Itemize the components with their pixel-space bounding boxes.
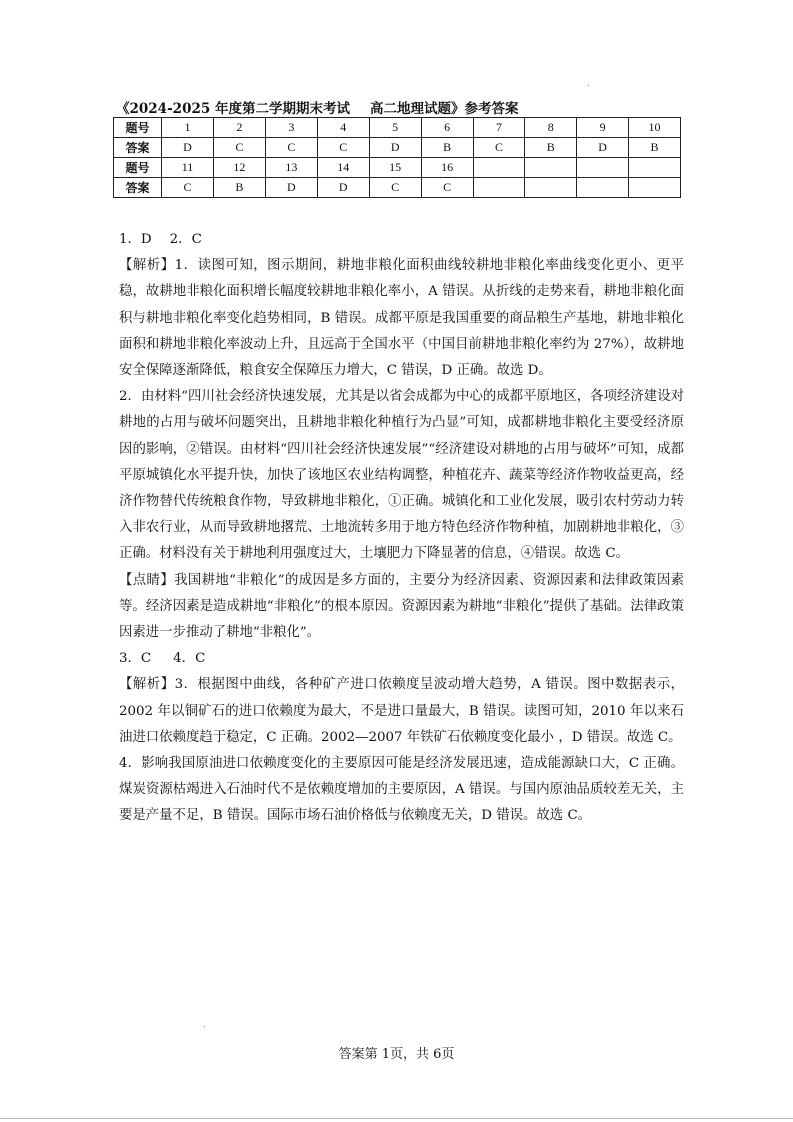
question-number: 14 [317, 158, 369, 178]
answer-key-table [113, 117, 681, 198]
page-bottom-rule [0, 1118, 793, 1119]
question-number: 2 [213, 118, 265, 138]
answer-q1: 1．D [119, 232, 152, 247]
question-number: 10 [629, 118, 681, 138]
question-number: 5 [369, 118, 421, 138]
row-label-question: 题号 [114, 158, 162, 178]
answer-q4: 4．C [173, 651, 206, 667]
answer-cell: C [265, 138, 317, 158]
scan-speck [588, 85, 589, 86]
answer-cell: B [629, 138, 681, 158]
question-number: 4 [317, 118, 369, 138]
row-label-question: 题号 [114, 118, 162, 138]
answer-q3: 3．C [119, 651, 152, 667]
table-row [114, 178, 681, 198]
empty-cell [577, 178, 629, 198]
answer-cell: D [265, 178, 317, 198]
question-number: 15 [369, 158, 421, 178]
table-row [114, 138, 681, 158]
answer-cell: B [525, 138, 577, 158]
answer-cell: D [317, 178, 369, 198]
document-title [116, 97, 518, 117]
answer-cell: C [317, 138, 369, 158]
table-row [114, 158, 681, 178]
answer-cell: D [162, 138, 214, 158]
answer-cell: B [421, 138, 473, 158]
question-number: 1 [162, 118, 214, 138]
question-number: 16 [421, 158, 473, 178]
empty-cell [577, 158, 629, 178]
empty-cell [525, 158, 577, 178]
answer-cell: C [421, 178, 473, 198]
empty-cell [629, 178, 681, 198]
title-exam: 《2024-2025 年度第二学期期末考试 [116, 101, 350, 117]
answer-summary-q3-q4 [119, 646, 684, 672]
answer-cell: C [473, 138, 525, 158]
answer-cell: B [213, 178, 265, 198]
analysis-q4: 4．影响我国原油进口依赖度变化的主要原因可能是经济发展迅速，造成能源缺口大，C 正确。煤炭资源枯竭进入石油时代不是依赖度增加的主要原因，A 错误。与国内原油品质较差无关，主要是产量不足，B 错误。国际市场石油价格低与依赖度无关，D 错误。故选 C。 [119, 756, 684, 824]
empty-cell [473, 178, 525, 198]
analysis-q2: 2．由材料“四川社会经济快速发展，尤其是以省会成都为中心的成都平原地区，各项经济建设对耕地的占用与破坏问题突出，且耕地非粮化种植行为凸显”可知，成都耕地非粮化主要受经济原因的影响，②错误。由材料“四川社会经济快速发展”“经济建设对耕地的占用与破坏”可知，成都平原城镇化水平提升快，加快了该地区农业结构调整，种植花卉、蔬菜等经济作物收益更高，经济作物替代传统粮食作物，导致耕地非粮化，①正确。城镇化和工业化发展，吸引农村劳动力转入非农行业，从而导致耕地撂荒、土地流转多用于地方特色经济作物种植，加剧耕地非粮化，③正确。材料没有关于耕地利用强度过大，土壤肥力下降显著的信息，④错误。故选 C。 [119, 389, 684, 562]
analysis-q1: 【解析】1．读图可知，图示期间，耕地非粮化面积曲线较耕地非粮化率曲线变化更小、更平稳，故耕地非粮化面积增长幅度较耕地非粮化率小，A 错误。从折线的走势来看，耕地非粮化面积与耕地非粮化率变化趋势相同，B 错误。成都平原是我国重要的商品粮生产基地，耕地非粮化面积和耕地非粮化率波动上升，且远高于全国水平（中国目前耕地非粮化率约为 27%），故耕地安全保障逐渐降低，粮食安全保障压力增大，C 错误，D 正确。故选 D。 [119, 258, 684, 379]
question-number: 11 [162, 158, 214, 178]
answer-summary-q1-q2 [119, 227, 684, 253]
empty-cell [473, 158, 525, 178]
empty-cell [629, 158, 681, 178]
answer-explanations [119, 227, 684, 830]
answer-cell: D [577, 138, 629, 158]
question-number: 9 [577, 118, 629, 138]
question-number: 13 [265, 158, 317, 178]
question-number: 6 [421, 118, 473, 138]
question-number: 7 [473, 118, 525, 138]
row-label-answer: 答案 [114, 138, 162, 158]
question-number: 8 [525, 118, 577, 138]
row-label-answer: 答案 [114, 178, 162, 198]
empty-cell [525, 178, 577, 198]
analysis-q3: 【解析】3．根据图中曲线，各种矿产进口依赖度呈波动增大趋势，A 错误。图中数据表示，2002 年以铜矿石的进口依赖度为最大，不是进口量最大，B 错误。读图可知，2010 年以来石油进口依赖度趋于稳定，C 正确。2002—2007 年铁矿石依赖度变化最小 ，D 错误。故选 C。 [119, 677, 684, 745]
answer-q2: 2．C [169, 232, 202, 247]
answer-cell: C [162, 178, 214, 198]
answer-cell: D [369, 138, 421, 158]
page-footer: 答案第 1页，共 6页 [338, 1047, 455, 1062]
title-subject: 高二地理试题》参考答案 [369, 101, 519, 117]
question-number: 12 [213, 158, 265, 178]
table-row [114, 118, 681, 138]
scan-speck [204, 1026, 205, 1027]
answer-cell: C [213, 138, 265, 158]
answer-cell: C [369, 178, 421, 198]
question-number: 3 [265, 118, 317, 138]
tip-q1-q2: 【点睛】我国耕地“非粮化”的成因是多方面的，主要分为经济因素、资源因素和法律政策因素等。经济因素是造成耕地“非粮化”的根本原因。资源因素为耕地“非粮化”提供了基础。法律政策因素进一步推动了耕地“非粮化”。 [119, 572, 684, 641]
